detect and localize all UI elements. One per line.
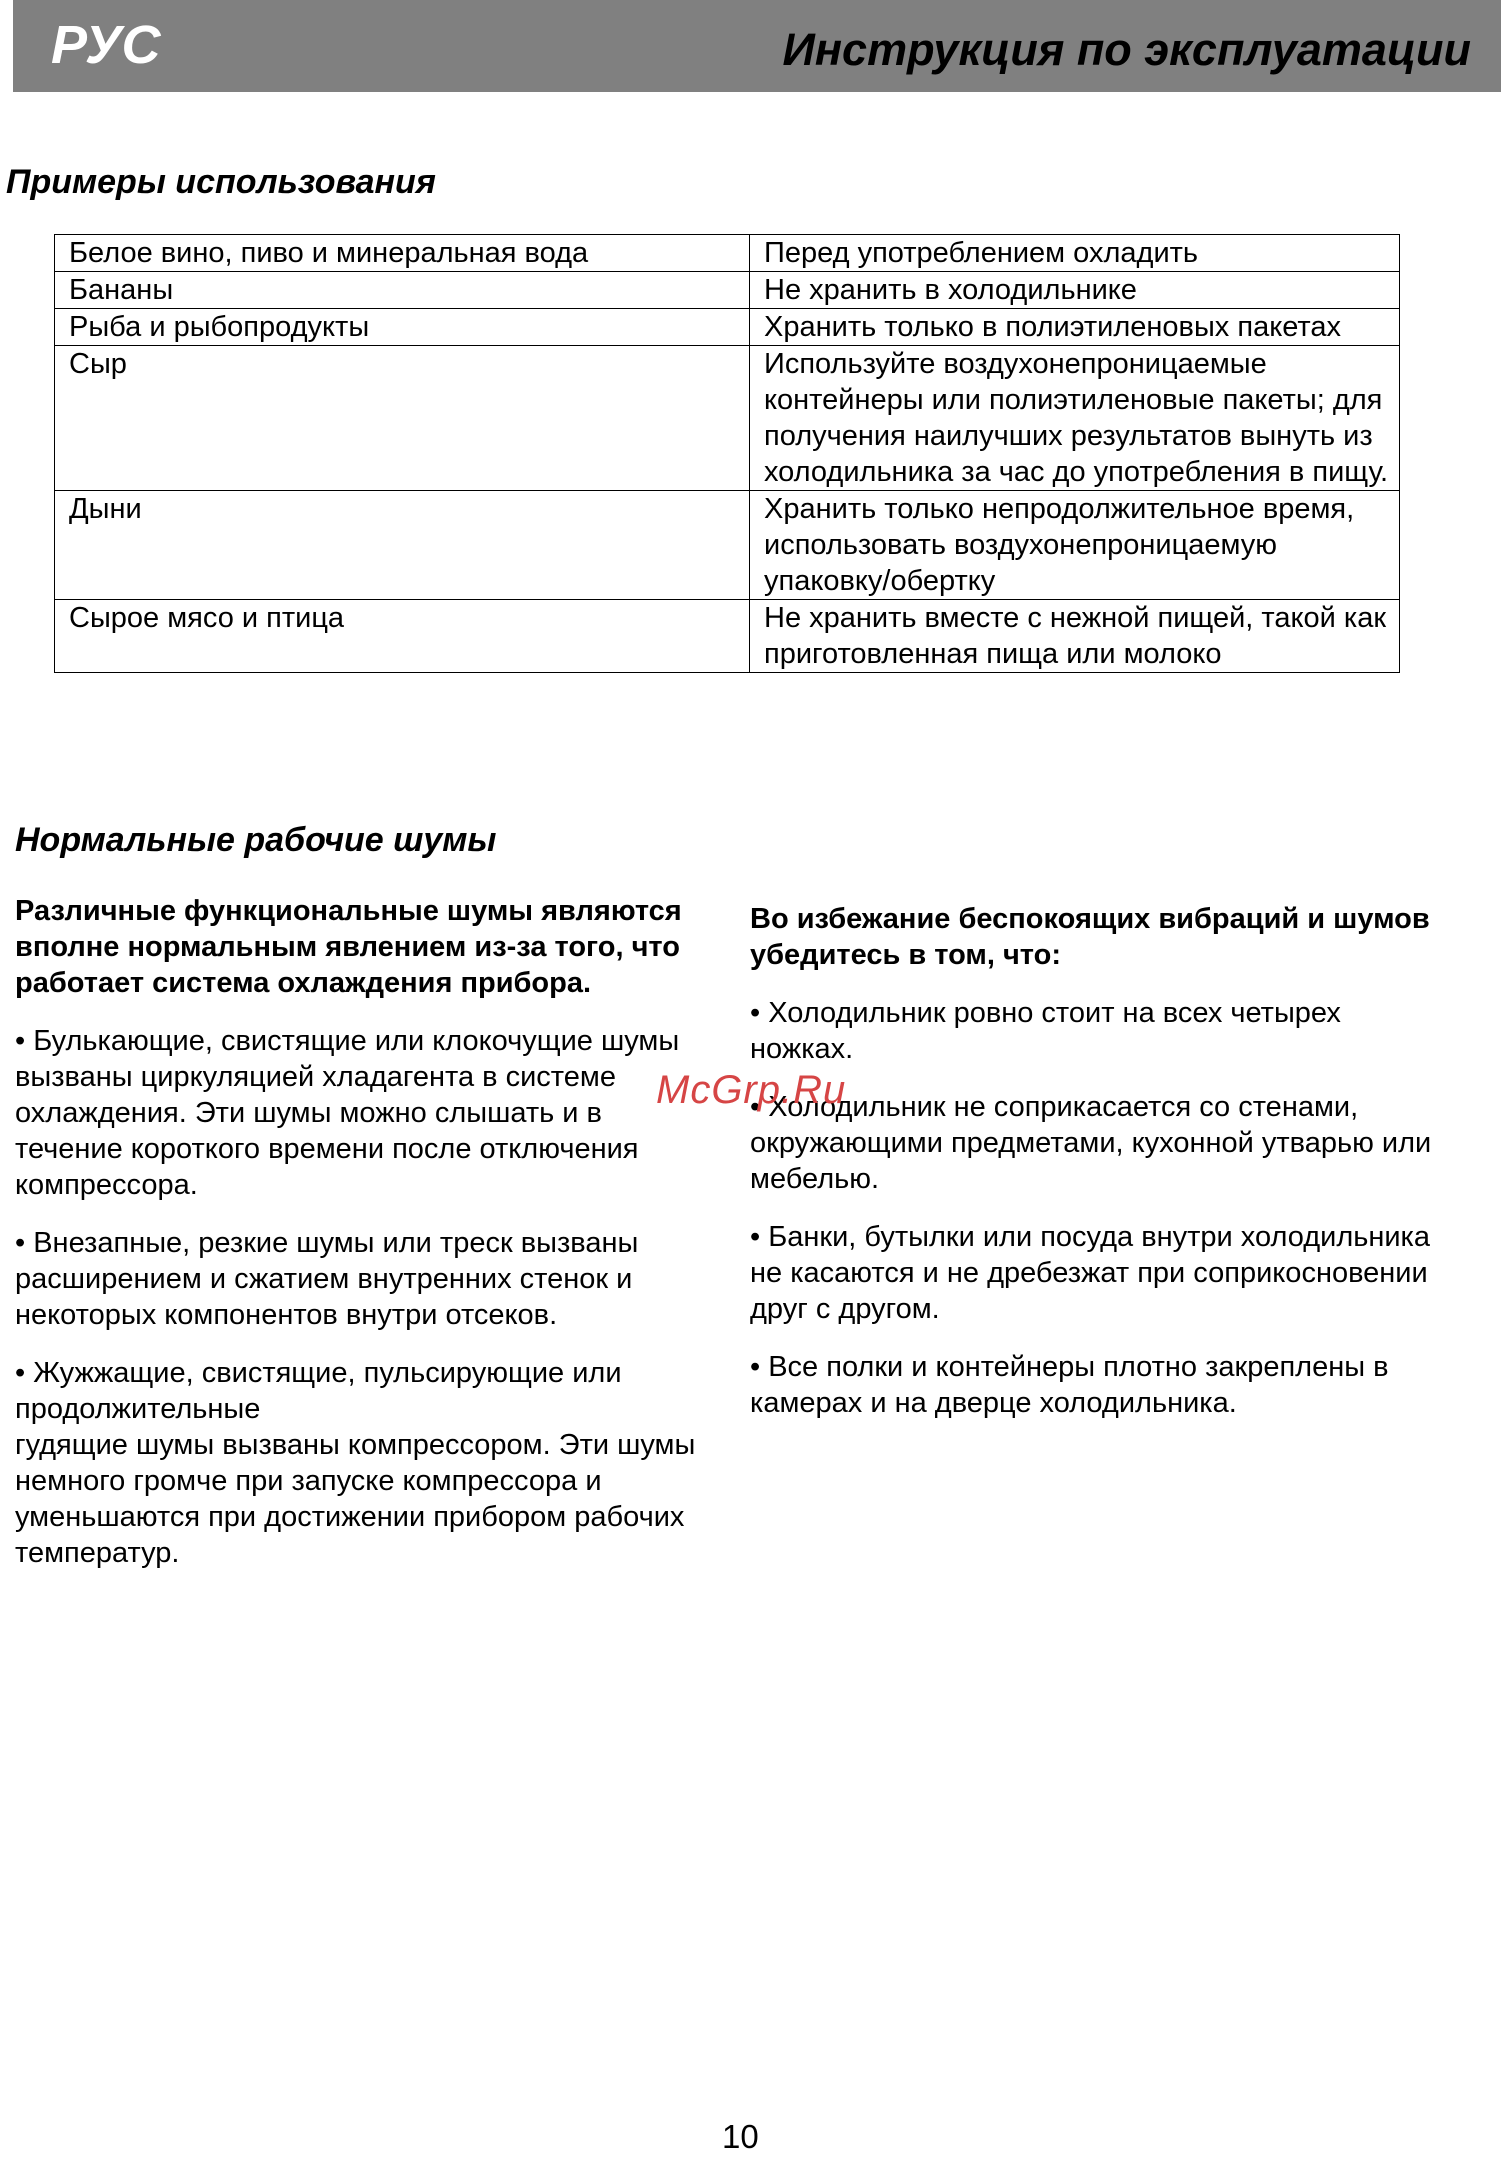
noise-item: • Внезапные, резкие шумы или треск вызваны расширением и сжатием внутренних стенок и некоторых компонентов внутри отсеков. [15,1227,639,1331]
table-row [55,600,1400,673]
header-bar [13,0,1501,92]
watermark: McGrp.Ru [656,1068,847,1112]
noise-right-lead: Во избежание беспокоящих вибраций и шумов убедитесь в том, что: [750,903,1430,971]
advice-cell: Перед употреблением охладить [750,235,1400,272]
food-cell: Бананы [55,272,750,309]
food-cell: Сырое мясо и птица [55,600,750,673]
noise-item: • Булькающие, свистящие или клокочущие шумы вызваны циркуляцией хладагента в системе охлаждения. Эти шумы можно слышать и в течение короткого времени после отключения компрессора. [15,1025,680,1201]
table-row [55,272,1400,309]
usage-table [54,234,1400,673]
check-item: • Все полки и контейнеры плотно закреплены в камерах и на дверце холодильника. [750,1351,1389,1419]
check-item: • Банки, бутылки или посуда внутри холодильника не касаются и не дребезжат при соприкосновении друг с другом. [750,1221,1431,1325]
advice-cell: Хранить только непродолжительное время, использовать воздухонепроницаемую упаковку/обертку [750,491,1400,600]
check-item: • Холодильник ровно стоит на всех четырех ножках. [750,997,1341,1065]
noise-left-lead: Различные функциональные шумы являются вполне нормальным явлением из-за того, что работает система охлаждения прибора. [15,895,682,999]
table-row [55,491,1400,600]
food-cell: Сыр [55,346,750,491]
language-label: РУС [51,15,161,75]
noise-right-column [750,901,1450,1443]
advice-cell: Не хранить вместе с нежной пищей, такой как приготовленная пища или молоко [750,600,1400,673]
noise-section-title: Нормальные рабочие шумы [15,821,497,859]
noise-left-column [15,893,715,1593]
page-number: 10 [722,2118,759,2155]
noise-item: • Жужжащие, свистящие, пульсирующие или продолжительные [15,1357,622,1425]
check-item: • Холодильник не соприкасается со стенами, окружающими предметами, кухонной утварью или мебелью. [750,1091,1432,1195]
food-cell: Рыба и рыбопродукты [55,309,750,346]
advice-cell: Хранить только в полиэтиленовых пакетах [750,309,1400,346]
usage-section-title: Примеры использования [6,163,436,201]
food-cell: Дыни [55,491,750,600]
table-row [55,346,1400,491]
advice-cell: Не хранить в холодильнике [750,272,1400,309]
table-row [55,309,1400,346]
advice-cell: Используйте воздухонепроницаемые контейнеры или полиэтиленовые пакеты; для получения наилучших результатов вынуть из холодильника за час до употребления в пищу. [750,346,1400,491]
document-title: Инструкция по эксплуатации [782,24,1471,75]
food-cell: Белое вино, пиво и минеральная вода [55,235,750,272]
table-row [55,235,1400,272]
noise-item-continued: гудящие шумы вызваны компрессором. Эти шумы немного громче при запуске компрессора и уменьшаются при достижении прибором рабочих температур. [15,1429,696,1569]
